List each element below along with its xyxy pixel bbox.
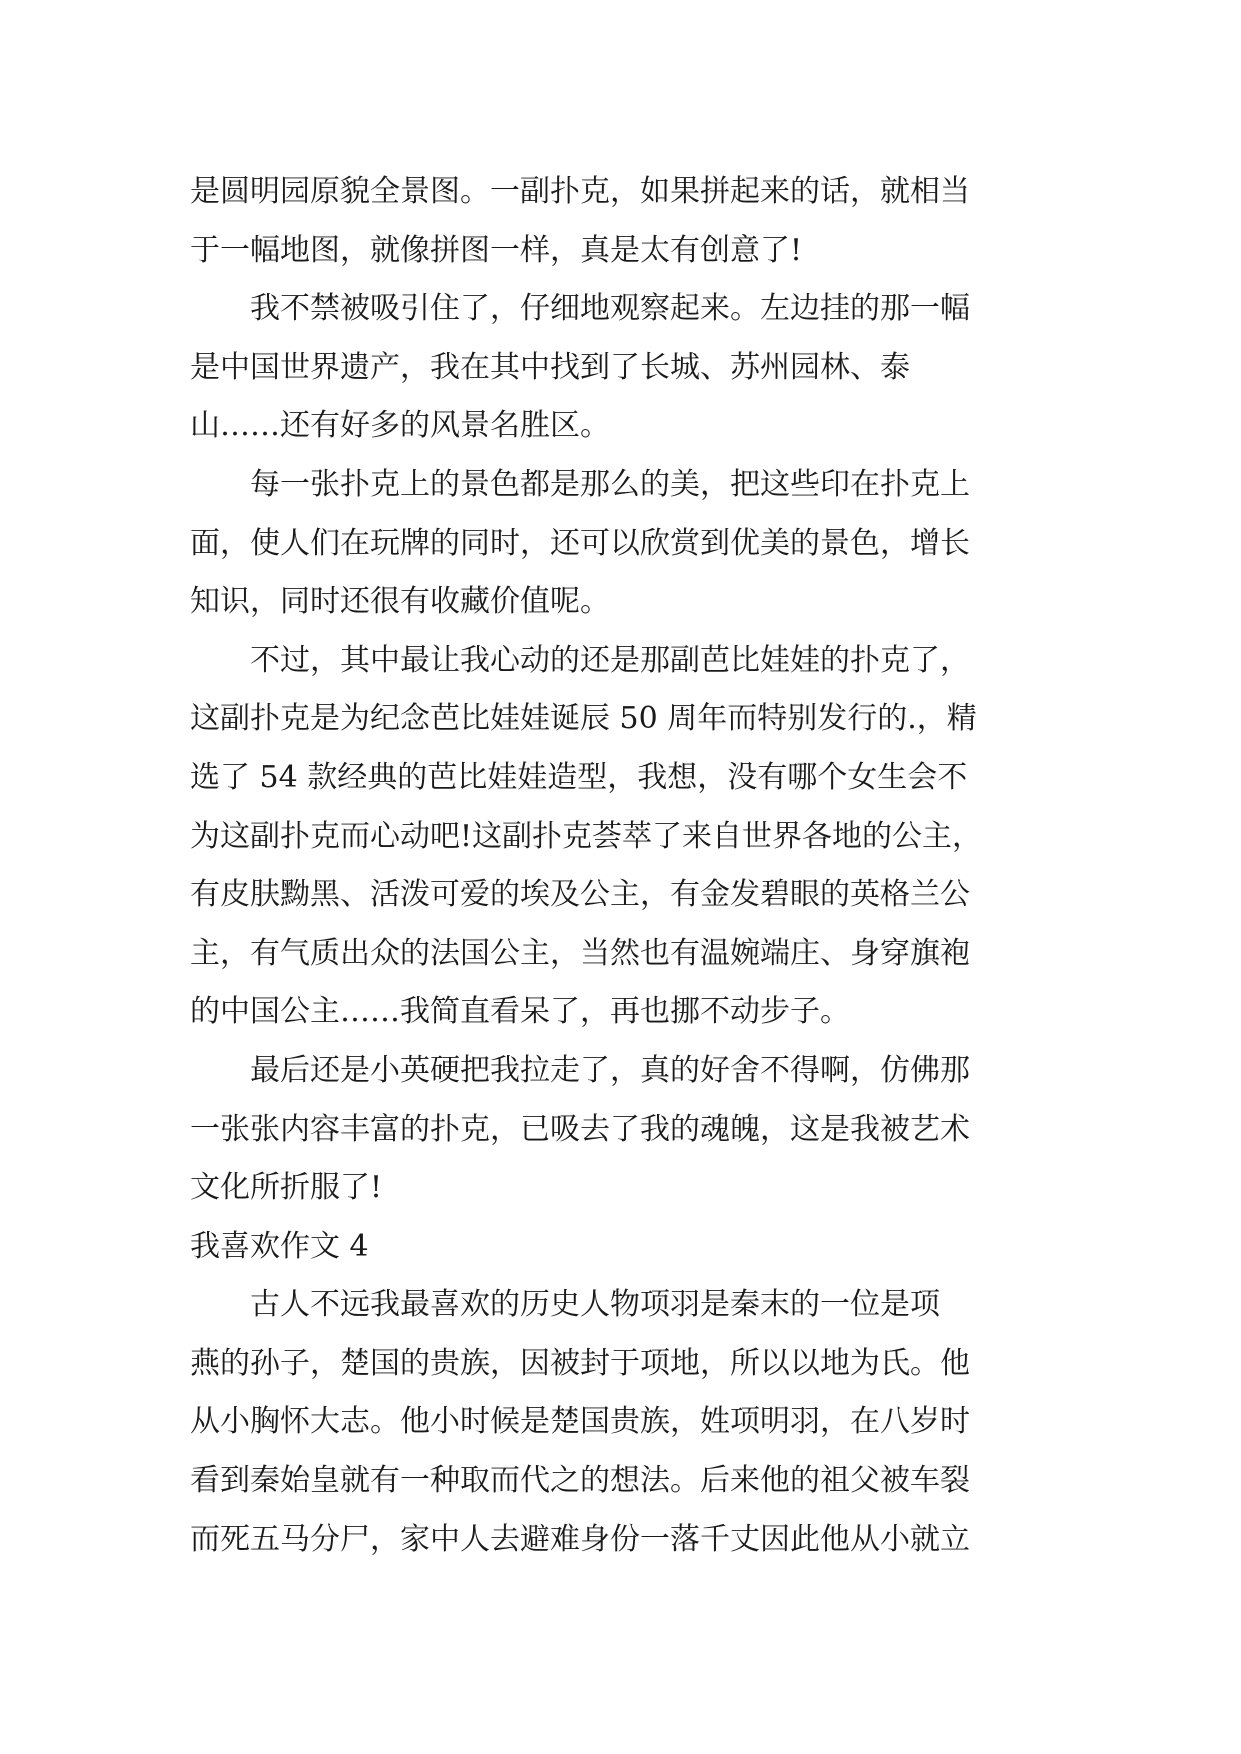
section-heading: 我喜欢作文 4 <box>190 1228 369 1264</box>
paragraph-first-line: 我不禁被吸引住了，仔细地观察起来。左边挂的那一幅 <box>250 291 970 327</box>
text-line: 是中国世界遗产，我在其中找到了长城、苏州园林、泰 <box>190 349 910 385</box>
text-line: 一张张内容丰富的扑克，已吸去了我的魂魄，这是我被艺术 <box>190 1111 970 1147</box>
paragraph-first-line: 不过，其中最让我心动的还是那副芭比娃娃的扑克了， <box>250 642 970 678</box>
text-line: 燕的孙子，楚国的贵族，因被封于项地，所以以地为氏。他 <box>190 1345 970 1381</box>
text-line: 文化所折服了! <box>190 1170 383 1206</box>
document-body <box>190 163 1060 1569</box>
text-line: 是圆明园原貌全景图。一副扑克，如果拼起来的话，就相当 <box>190 174 970 209</box>
text-line: 选了 54 款经典的芭比娃娃造型，我想，没有哪个女生会不 <box>190 759 968 795</box>
text-line: 为这副扑克而心动吧!这副扑克荟萃了来自世界各地的公主， <box>190 818 983 854</box>
text-line: 看到秦始皇就有一种取而代之的想法。后来他的祖父被车裂 <box>190 1463 970 1499</box>
text-line: 有皮肤黝黑、活泼可爱的埃及公主，有金发碧眼的英格兰公 <box>190 877 970 913</box>
text-line: 知识，同时还很有收藏价值呢。 <box>190 584 610 620</box>
text-line: 山……还有好多的风景名胜区。 <box>190 408 610 444</box>
paragraph-first-line: 古人不远我最喜欢的历史人物项羽是秦末的一位是项 <box>250 1287 940 1323</box>
text-line: 于一幅地图，就像拼图一样，真是太有创意了! <box>190 232 803 268</box>
paragraph-first-line: 每一张扑克上的景色都是那么的美，把这些印在扑克上 <box>250 466 970 502</box>
text-line: 而死五马分尸，家中人去避难身份一落千丈因此他从小就立 <box>190 1521 970 1557</box>
text-line: 主，有气质出众的法国公主，当然也有温婉端庄、身穿旗袍 <box>190 935 970 971</box>
paragraph-first-line: 最后还是小英硬把我拉走了，真的好舍不得啊，仿佛那 <box>250 1052 970 1088</box>
text-line: 从小胸怀大志。他小时候是楚国贵族，姓项明羽，在八岁时 <box>190 1404 970 1440</box>
text-line: 的中国公主……我简直看呆了，再也挪不动步子。 <box>190 994 850 1030</box>
text-line: 面，使人们在玩牌的同时，还可以欣赏到优美的景色，增长 <box>190 525 970 561</box>
text-line: 这副扑克是为纪念芭比娃娃诞辰 50 周年而特别发行的.，精 <box>190 701 977 737</box>
